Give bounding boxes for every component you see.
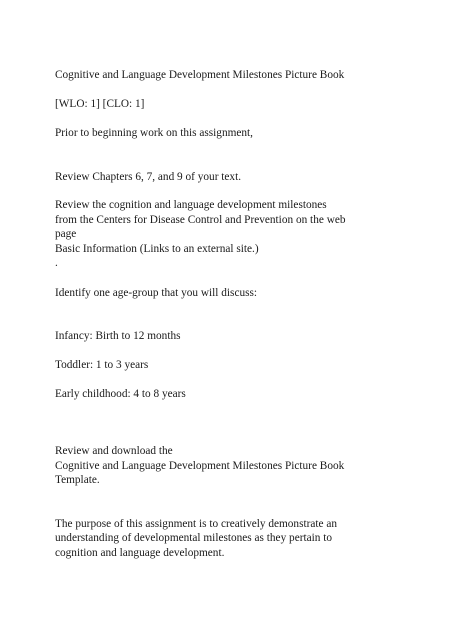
document-title: Cognitive and Language Development Milestones Picture Book: [55, 69, 345, 81]
age-group-early-childhood: Early childhood: 4 to 8 years: [55, 388, 186, 400]
outcome-codes: [WLO: 1] [CLO: 1]: [55, 98, 145, 110]
age-group-toddler: Toddler: 1 to 3 years: [55, 359, 149, 371]
review-cdc-line-1: Review the cognition and language development milestones: [55, 199, 327, 211]
download-line-3: Template.: [55, 474, 100, 486]
identify-age-group-text: Identify one age-group that you will discuss:: [55, 287, 258, 299]
purpose-line-3: cognition and language development.: [55, 547, 225, 559]
review-cdc-line-2: from the Centers for Disease Control and Prevention on the web: [55, 214, 346, 226]
review-chapters-text: Review Chapters 6, 7, and 9 of your text.: [55, 171, 242, 183]
review-cdc-line-3: page: [55, 228, 77, 240]
purpose-line-1: The purpose of this assignment is to creatively demonstrate an: [55, 518, 338, 530]
review-cdc-period: .: [55, 257, 58, 269]
purpose-line-2: understanding of developmental milestones as they pertain to: [55, 532, 333, 544]
age-group-infancy: Infancy: Birth to 12 months: [55, 330, 181, 342]
basic-information-link-text: Basic Information (Links to an external site.): [55, 243, 259, 255]
intro-text: Prior to beginning work on this assignment,: [55, 127, 253, 139]
template-name-text: Cognitive and Language Development Milestones Picture Book: [55, 460, 345, 472]
download-line-1: Review and download the: [55, 445, 173, 457]
